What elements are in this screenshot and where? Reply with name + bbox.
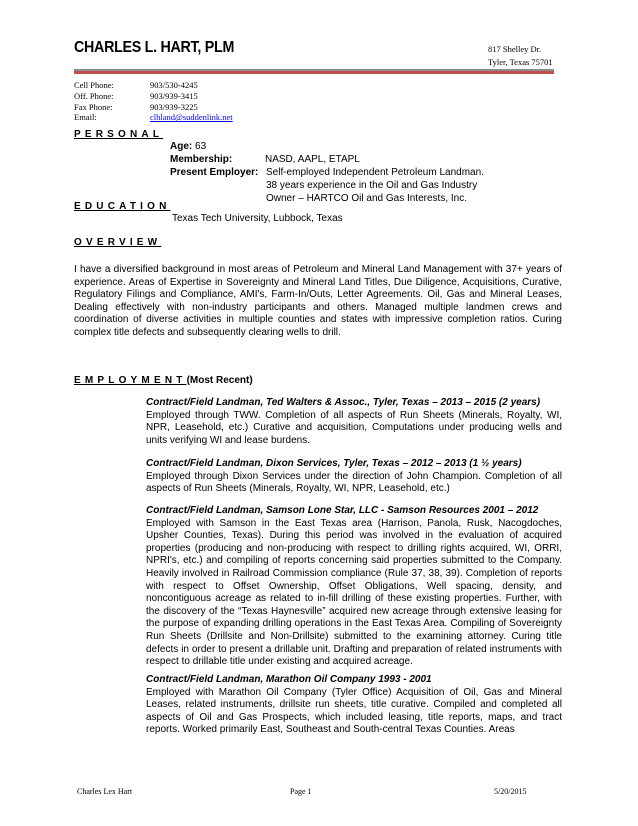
footer-page-number: Page 1 (290, 787, 312, 796)
section-heading-education: EDUCATION (74, 201, 171, 212)
contact-block (74, 80, 233, 123)
contact-row-office: Off. Phone: 903/939-3415 (74, 90, 198, 101)
office-phone-value: 903/939-3415 (150, 90, 198, 101)
section-heading-personal: PERSONAL (74, 129, 164, 140)
job-entry (146, 397, 562, 447)
footer-date: 5/20/2015 (494, 787, 527, 796)
job-title: Contract/Field Landman, Marathon Oil Company 1993 - 2001 (146, 674, 432, 685)
resume-name: CHARLES L. HART, PLM (74, 39, 235, 56)
job-description: Employed with Samson in the East Texas area (Harrison, Panola, Rusk, Nacogdoches, Upsher Counties, Texas). During this period was involved in the evaluation of acquired properties (producing and non-producing with respect to drilling rights acquired, WI, ORRI, NPRI's, etc.) and compiling of reports concerning said properties submitted to the Company. Heavily involved in Railroad Commission compliance (Rule 37, 38, 39). Completion of reports with respect to Offset Ownership, Offset Obligations, Well spacing, density, and noncontiguous acreage as related to in-fill drilling of these existing properties. Further, with the discovery of the “Texas Haynesville” acquired new acreage through extensive leasing for the purpose of expanding drilling operations in the East Texas Area. Compiling of Sovereignty Run Sheets (Drillsite and Non-Drillsite) submitted to the examining attorney. Curing title defects in order to present a drillable unit. Drafting and preparation of related instruments with respect to drillable title under existing and acquired acreage. (146, 517, 562, 668)
job-title: Contract/Field Landman, Samson Lone Star, LLC - Samson Resources 2001 – 2012 (146, 505, 539, 516)
address-line-1: 817 Shelley Dr. (488, 44, 542, 54)
job-title: Contract/Field Landman, Dixon Services, Tyler, Texas – 2012 – 2013 (1 ½ years) (146, 458, 522, 469)
employer-line-1: Self-employed Independent Petroleum Landman. (266, 167, 484, 178)
job-description: Employed through Dixon Services under the direction of John Champion. Completion of all aspects of Run Sheets (Minerals, Royalty, WI, NPR, Leasehold, etc.) (146, 470, 562, 495)
job-title: Contract/Field Landman, Ted Walters & Assoc., Tyler, Texas – 2013 – 2015 (2 years) (146, 397, 541, 408)
contact-row-fax: Fax Phone: 903/939-3225 (74, 101, 198, 112)
address-line-2: Tyler, Texas 75701 (488, 57, 553, 67)
employer-label: Present Employer: (170, 167, 259, 178)
membership-value: NASD, AAPL, ETAPL (265, 154, 360, 165)
cell-phone-value: 903/530-4245 (150, 80, 198, 90)
education-school: Texas Tech University, Lubbock, Texas (172, 213, 343, 224)
job-entry (146, 674, 562, 737)
footer-author: Charles Lex Hart (77, 787, 133, 796)
header-rule-red (74, 71, 554, 74)
employer-line-3: Owner – HARTCO Oil and Gas Interests, Inc. (266, 193, 467, 204)
contact-row-email: Email: clhland@suddenlink.net (74, 112, 233, 123)
section-heading-employment: EMPLOYMENT(Most Recent) (74, 375, 253, 386)
job-description: Employed with Marathon Oil Company (Tyler Office) Acquisition of Oil, Gas and Mineral Leases, related instruments, drillsite run sheets, title curative. Compiled and completed all aspects of Oil and Gas Prospects, which included leasing, title reports, maps, and tract reports. Worked primarily East, Southeast and South-central Texas Counties. Areas (146, 686, 562, 736)
age-row: Age: 63 (170, 141, 207, 152)
employer-line-2: 38 years experience in the Oil and Gas Industry (266, 180, 478, 191)
job-entry (146, 505, 562, 669)
overview-paragraph: I have a diversified background in most areas of Petroleum and Mineral Land Management with 37+ years of experience. Areas of Expertise in Sovereignty and Mineral Land Titles, Due Diligence, Acquisitions, Curative, Regulatory Filings and Compliance, AMI's, Farm-In/Outs, Letter Agreements. Oil, Gas and Mineral Leases, Dealing effectively with non-industry participants and others. Managed multiple landmen crews and coordination of diverse activities in multiple counties and states with impressive completion ratios. Curing complex title defects and subsequently clearing wells to drill. (74, 264, 562, 338)
fax-phone-value: 903/939-3225 (150, 101, 198, 112)
membership-label: Membership: (170, 154, 233, 165)
section-heading-overview: OVERVIEW (74, 237, 162, 248)
email-link[interactable]: clhland@suddenlink.net (150, 112, 233, 123)
job-entry (146, 458, 562, 496)
contact-row-cell: Cell Phone: 903/530-4245 (74, 80, 198, 90)
job-description: Employed through TWW. Completion of all aspects of Run Sheets (Minerals, Royalty, WI, NPR, Leasehold, etc.) Curative and acquisition, Computations under producing wells and units verifying WI and lease burdens. (146, 409, 562, 446)
employment-heading-suffix: (Most Recent) (186, 375, 253, 386)
age-value: 63 (195, 141, 207, 152)
